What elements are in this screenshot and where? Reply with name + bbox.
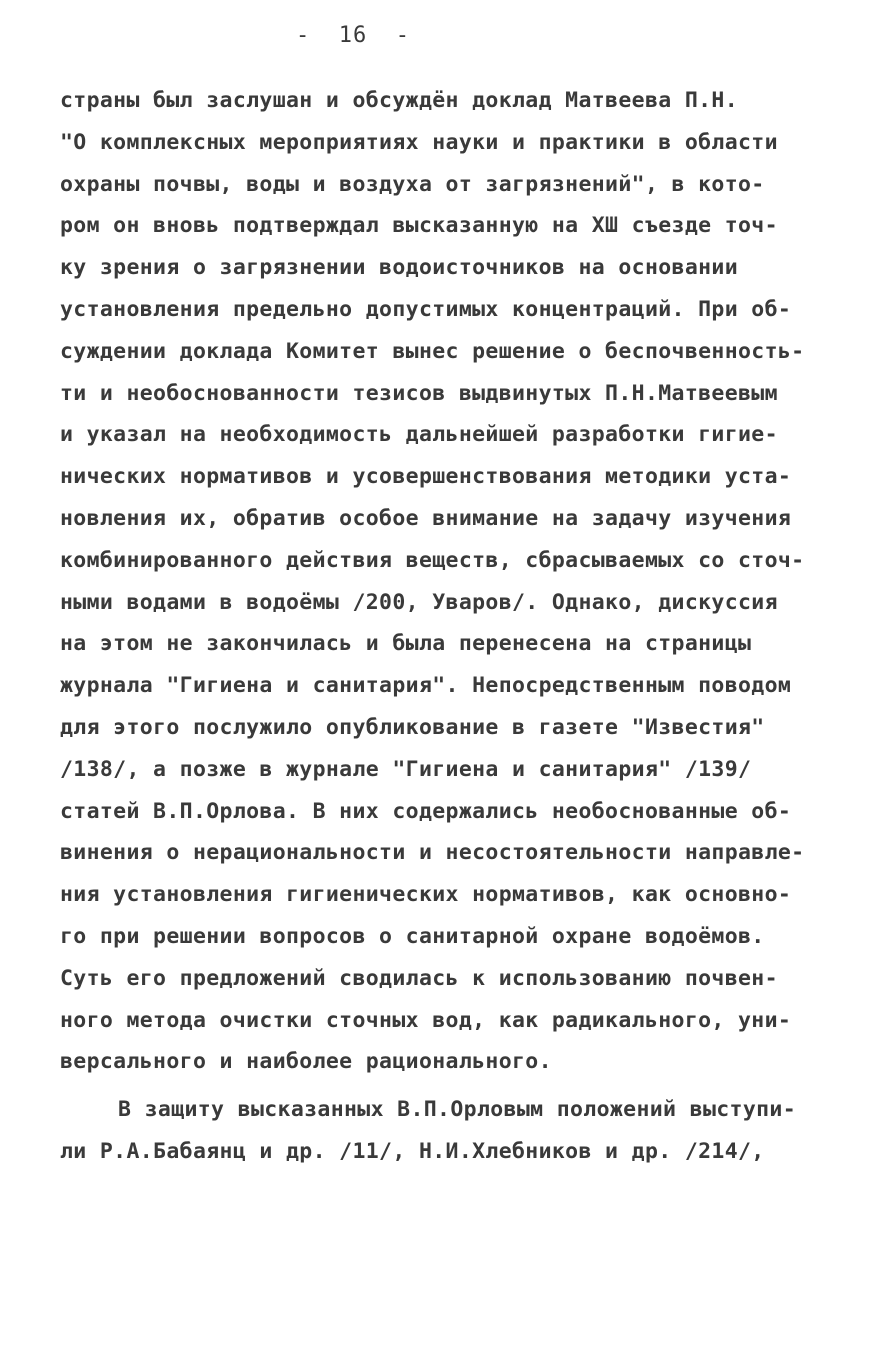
text-line: ти и необоснованности тезисов выдвинутых П.Н.Матвеевым (60, 380, 778, 406)
paragraph-1 (60, 80, 830, 1083)
text-line: ния установления гигиенических нормативов, как основно- (60, 882, 792, 908)
paragraph-2 (60, 1089, 830, 1173)
text-line: статей В.П.Орлова. В них содержались необоснованные об- (60, 798, 792, 824)
text-line: /138/, а позже в журнале "Гигиена и санитария" /139/ (60, 756, 752, 782)
text-line: суждении доклада Комитет вынес решение о беспочвенность- (60, 338, 805, 364)
text-line: новления их, обратив особое внимание на задачу изучения (60, 505, 792, 531)
body-text (60, 80, 830, 1173)
text-line: Суть его предложений сводилась к использованию почвен- (60, 965, 778, 991)
text-line: ку зрения о загрязнении водоисточников на основании (60, 255, 738, 281)
text-line: ром он вновь подтверждал высказанную на ХШ съезде точ- (60, 213, 778, 239)
text-line: версального и наиболее рационального. (60, 1049, 552, 1075)
text-line: ного метода очистки сточных вод, как радикального, уни- (60, 1007, 792, 1033)
text-line: охраны почвы, воды и воздуха от загрязнений", в кото- (60, 171, 765, 197)
text-line: на этом не закончилась и была перенесена на страницы (60, 631, 752, 657)
text-line: "О комплексных мероприятиях науки и практики в области (60, 129, 778, 155)
text-line: страны был заслушан и обсуждён доклад Матвеева П.Н. (60, 88, 738, 113)
text-line: нических нормативов и усовершенствования методики уста- (60, 464, 792, 490)
text-line: ли Р.А.Бабаянц и др. /11/, Н.И.Хлебников и др. /214/, (60, 1138, 765, 1164)
text-line: и указал на необходимость дальнейшей разработки гигие- (60, 422, 778, 448)
text-line: журнала "Гигиена и санитария". Непосредственным поводом (60, 673, 792, 699)
text-line: комбинированного действия веществ, сбрасываемых со сточ- (60, 547, 805, 573)
text-line: ными водами в водоёмы /200, Уваров/. Однако, дискуссия (60, 589, 778, 615)
text-line: для этого послужило опубликование в газете "Известия" (60, 714, 765, 740)
text-line: го при решении вопросов о санитарной охране водоёмов. (60, 923, 765, 949)
text-line: винения о нерациональности и несостоятельности направле- (60, 840, 805, 866)
page-number: - 16 - (296, 23, 410, 48)
text-line: В защиту высказанных В.П.Орловым положений выступи- (118, 1097, 796, 1123)
text-line: установления предельно допустимых концентраций. При об- (60, 296, 792, 322)
